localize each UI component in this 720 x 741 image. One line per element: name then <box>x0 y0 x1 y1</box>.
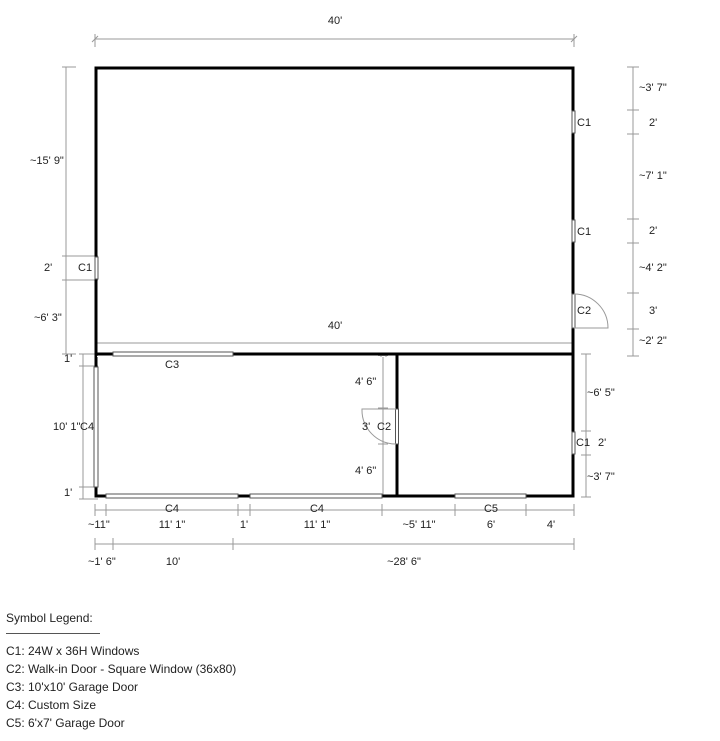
legend-title: Symbol Legend: <box>6 609 100 634</box>
legend-item: C4: Custom Size <box>6 698 97 712</box>
dimension-lines <box>62 34 639 550</box>
bottom-dim-10: ~28' 6" <box>387 556 421 568</box>
window-c1 <box>572 111 575 133</box>
right-dim-6: 3' <box>649 305 658 317</box>
c3-label: C3 <box>165 359 180 371</box>
right-dim-2: 2' <box>649 117 658 129</box>
outer-wall <box>96 68 573 496</box>
legend-item: C5: 6'x7' Garage Door <box>6 716 125 730</box>
bottom-dim-6: 6' <box>486 519 496 531</box>
c1-label: C1 <box>576 437 591 449</box>
garage-door-c3 <box>113 352 233 356</box>
c4-label: C4 <box>80 421 95 433</box>
walls <box>96 68 573 496</box>
partition-dim-3: 4' 6" <box>355 465 377 477</box>
c1-label: C1 <box>577 117 592 129</box>
partition-dim-2: 3' <box>362 421 371 433</box>
c4-label: C4 <box>164 503 180 515</box>
right-dim-3: ~7' 1" <box>639 170 667 182</box>
legend-item: C1: 24W x 36H Windows <box>6 644 140 658</box>
opening-c4 <box>94 367 98 487</box>
legend-list <box>6 642 406 732</box>
c4-label: C4 <box>309 503 325 515</box>
c1-label: C1 <box>577 226 592 238</box>
right-dim-7: ~2' 2" <box>639 335 667 347</box>
opening-c4 <box>250 494 382 498</box>
window-c1 <box>572 432 575 454</box>
bottom-dim-2: 11' 1" <box>158 519 186 531</box>
c2-label: C2 <box>377 421 392 433</box>
bottom-dim-7: 4' <box>546 519 556 531</box>
c2-label: C2 <box>577 305 592 317</box>
bottom-dim-4: 11' 1" <box>303 519 331 531</box>
left-lower-dim-1: 1' <box>64 353 73 365</box>
window-c1 <box>95 257 98 279</box>
symbol-legend <box>6 609 406 732</box>
lower-right-dim-3: ~3' 7" <box>587 471 615 483</box>
left-dim-1: ~15' 9" <box>30 155 64 167</box>
left-dim-2: 2' <box>44 262 53 274</box>
lower-right-dim-1: ~6' 5" <box>587 387 615 399</box>
bottom-dim-1: ~11" <box>88 519 110 531</box>
window-c1 <box>572 220 575 242</box>
bottom-dim-8: ~1' 6" <box>88 556 116 568</box>
door-c2 <box>572 294 575 328</box>
left-lower-dim-2: 10' 1" <box>53 421 81 433</box>
overall-width-label: 40' <box>327 15 343 27</box>
openings <box>94 111 608 498</box>
c5-label: C5 <box>483 503 499 515</box>
opening-c4 <box>106 494 238 498</box>
right-dim-4: 2' <box>649 225 658 237</box>
right-dim-1: ~3' 7" <box>639 82 667 94</box>
partition-dim-1: 4' 6" <box>355 376 377 388</box>
left-lower-dim-3: 1' <box>64 487 73 499</box>
legend-item: C3: 10'x10' Garage Door <box>6 680 138 694</box>
lower-right-dim-2: 2' <box>598 437 607 449</box>
garage-door-c5 <box>455 494 526 498</box>
left-dim-3: ~6' 3" <box>34 312 62 324</box>
bottom-dim-5: ~5' 11" <box>402 519 436 531</box>
bottom-dim-9: 10' <box>165 556 181 568</box>
right-dim-5: ~4' 2" <box>639 262 667 274</box>
c1-label: C1 <box>78 262 93 274</box>
legend-item: C2: Walk-in Door - Square Window (36x80) <box>6 662 237 676</box>
interior-width-label: 40' <box>327 320 343 332</box>
door-c2 <box>396 409 399 444</box>
bottom-dim-3: 1' <box>239 519 249 531</box>
